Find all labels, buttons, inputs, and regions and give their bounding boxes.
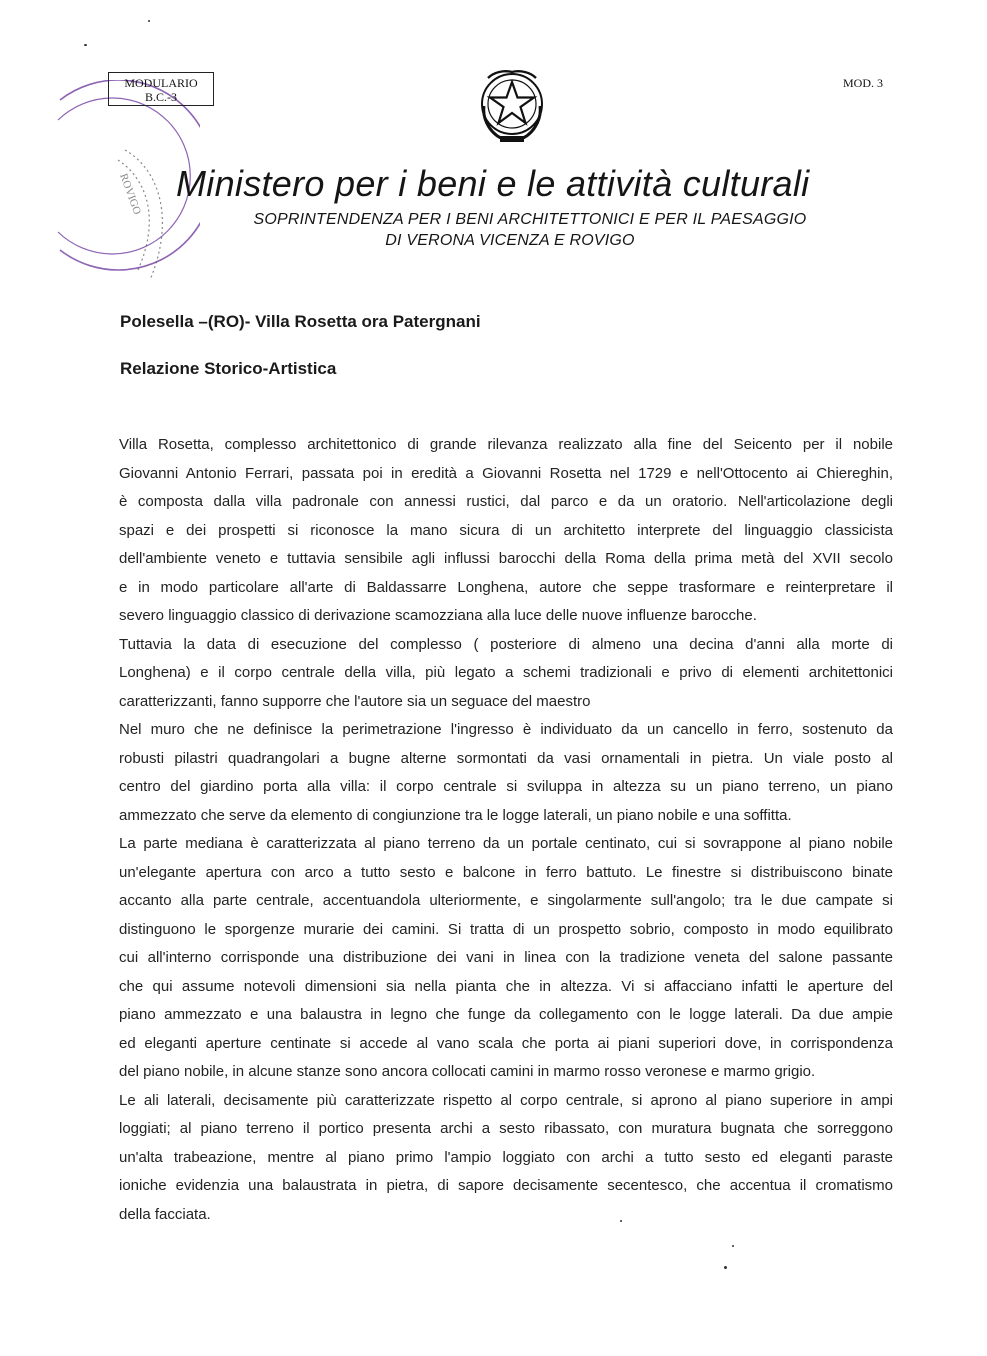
report-line: Giovanni Antonio Ferrari, passata poi in eredità a Giovanni Rosetta nel 1729 e nell'Ottocento ai Chiereghin, bbox=[119, 464, 893, 482]
report-line: che qui assume notevoli dimensioni sia nella pianta che in altezza. Vi si affacciano infatti le aperture del bbox=[119, 977, 893, 995]
mod-number: MOD. 3 bbox=[843, 76, 884, 90]
scan-speck bbox=[732, 1245, 734, 1247]
report-line: loggiati; al piano terreno il portico presenta archi a sesto ribassato, con muratura bugnata che sorreggono bbox=[119, 1120, 893, 1137]
office-line-1: SOPRINTENDENZA PER I BENI ARCHITETTONICI E PER IL PAESAGGIO bbox=[253, 211, 807, 228]
report-line: Tuttavia la data di esecuzione del complesso ( posteriore di almeno una decina d'anni alla morte di bbox=[119, 635, 893, 653]
report-line: ioniche evidenzia una balaustrata in pietra, di sapore decisamente secentesco, che accentua il cromatismo bbox=[119, 1177, 893, 1194]
scan-speck bbox=[620, 1220, 622, 1222]
modulario-box bbox=[108, 72, 214, 106]
report-line: del piano nobile, in alcune stanze sono ancora collocati camini in marmo rosso veronese e marmo grigio. bbox=[119, 1063, 816, 1080]
report-line: Villa Rosetta, complesso architettonico di grande rilevanza realizzato alla fine del Seicento per il nobile bbox=[119, 436, 893, 453]
report-line: spazi e dei prospetti si riconosce la mano sicura di un architetto interprete del linguaggio classicista bbox=[119, 521, 893, 539]
report-line: robusti pilastri quadrangolari a bugne alterne sormontati da vasi ornamentali in pietra. Un viale posto al bbox=[119, 749, 893, 767]
italian-republic-emblem-icon bbox=[474, 66, 550, 146]
report-line: è composta dalla villa padronale con annessi rustici, dal parco e da un oratorio. Nell'articolazione degli bbox=[119, 493, 893, 510]
scan-speck bbox=[148, 20, 150, 22]
report-line: della facciata. bbox=[119, 1205, 211, 1223]
report-line: severo linguaggio classico di derivazione scamozziana alla luce delle nuove influenze barocche. bbox=[119, 607, 757, 624]
report-line: distinguono le sporgenze murarie dei camini. Si tratta di un prospetto sobrio, composto in modo equilibrato bbox=[119, 920, 893, 938]
document-title: Polesella –(RO)- Villa Rosetta ora Patergnani bbox=[120, 312, 481, 331]
scan-speck bbox=[84, 44, 87, 46]
report-line: dell'ambiente veneto e tuttavia sensibile agli influssi barocchi della Roma della prima metà del XVII secolo bbox=[119, 550, 893, 567]
report-line: Longhena) e il corpo centrale della villa, più legato a schemi tradizionali e privo di elementi architettonici bbox=[119, 664, 893, 681]
svg-text:ROVIGO: ROVIGO bbox=[117, 171, 144, 217]
report-line: ed eleganti aperture centinate si accede al vano scala che porta ai piani superiori dove, in corrispondenza bbox=[119, 1034, 893, 1052]
report-line: piano ammezzato e una balaustra in legno che funge da collegamento con le logge laterali. Da due ampie bbox=[119, 1006, 893, 1023]
modulario-label: MODULARIO bbox=[124, 76, 198, 90]
report-line: Le ali laterali, decisamente più caratterizzate rispetto al corpo centrale, si aprono al piano superiore in ampi bbox=[119, 1091, 893, 1109]
modulario-code: B.C.-3 bbox=[144, 90, 177, 104]
report-line: centro del giardino porta alla villa: il corpo centrale si sviluppa in altezza su un piano terreno, un piano bbox=[119, 778, 893, 795]
report-line: Nel muro che ne definisce la perimetrazione l'ingresso è individuato da un cancello in ferro, sostenuto da bbox=[119, 721, 893, 738]
report-line: ammezzato che serve da elemento di congiunzione tra le logge laterali, un piano nobile e una soffitta. bbox=[119, 806, 792, 824]
report-line: accanto alla parte centrale, accentuandola ulteriormente, e singolarmente sull'angolo; tra le due campate si bbox=[119, 892, 893, 909]
ministry-title: Ministero per i beni e le attività culturali bbox=[176, 163, 810, 204]
office-line-2: DI VERONA VICENZA E ROVIGO bbox=[385, 232, 635, 249]
report-line: un'elegante apertura con arco a tutto sesto e balcone in ferro battuto. Le finestre si distribuiscono binate bbox=[119, 863, 893, 881]
document-subtitle: Relazione Storico-Artistica bbox=[120, 359, 337, 378]
report-line: caratterizzanti, fanno supporre che l'autore sia un seguace del maestro bbox=[119, 692, 591, 710]
report-line: cui all'interno corrisponde una distribuzione dei vani in linea con la tradizione veneta del salone passante bbox=[119, 949, 893, 966]
report-line: un'alta trabeazione, mentre al piano primo l'ampio loggiato con archi a tutto sesto ed eleganti paraste bbox=[119, 1148, 893, 1166]
scan-speck bbox=[724, 1266, 727, 1269]
report-line: e in modo particolare all'arte di Baldassarre Longhena, autore che seppe trasformare e reinterpretare il bbox=[119, 578, 893, 596]
report-line: La parte mediana è caratterizzata al piano terreno da un portale centinato, cui si sovrappone al piano nobile bbox=[119, 835, 893, 852]
round-stamp-icon bbox=[0, 80, 200, 310]
report-body bbox=[119, 431, 893, 1229]
